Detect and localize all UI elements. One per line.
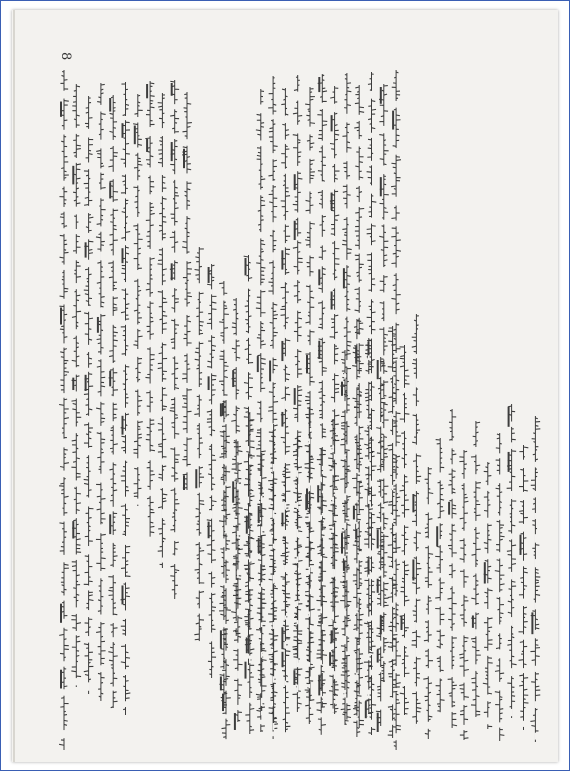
right-text-line <box>507 404 517 718</box>
right-text-line <box>495 433 505 748</box>
left-text-line <box>182 92 192 495</box>
page-number: 8 <box>58 52 73 61</box>
left-text-line <box>145 81 155 545</box>
left-text-line <box>121 82 131 724</box>
right-text-line <box>340 350 350 730</box>
left-text-line <box>367 72 377 741</box>
left-text-line <box>207 264 217 684</box>
mongolian-text-columns <box>12 10 558 762</box>
left-text-line <box>158 93 168 573</box>
right-text-line <box>519 445 529 730</box>
left-text-line <box>71 84 81 687</box>
left-text-line <box>108 95 118 712</box>
left-text-line <box>170 80 180 607</box>
left-text-line <box>219 281 229 713</box>
right-text-line <box>530 416 540 742</box>
left-text-line <box>317 74 327 713</box>
right-text-line <box>448 409 458 735</box>
right-text-line <box>435 438 445 720</box>
right-text-line <box>364 338 374 723</box>
scanned-page <box>12 10 558 762</box>
right-text-line <box>328 419 338 713</box>
left-text-line <box>96 83 106 705</box>
right-text-line <box>471 421 481 723</box>
left-text-line <box>354 85 364 733</box>
left-text-line <box>133 94 143 506</box>
left-text-line <box>84 96 94 694</box>
right-text-line <box>281 465 291 738</box>
right-text-line <box>423 467 433 745</box>
right-text-line <box>269 424 278 730</box>
left-text-line <box>256 89 266 739</box>
right-text-line <box>483 462 493 736</box>
right-text-line <box>257 453 266 715</box>
left-text-line <box>330 86 340 722</box>
right-text-line <box>412 314 422 729</box>
right-text-line <box>305 407 315 731</box>
right-text-line <box>400 345 410 723</box>
right-text-line <box>459 450 469 748</box>
right-text-line <box>352 319 362 743</box>
left-text-line <box>59 70 69 759</box>
right-text-line <box>316 448 326 742</box>
left-text-line <box>194 247 204 649</box>
left-text-line <box>342 73 352 726</box>
